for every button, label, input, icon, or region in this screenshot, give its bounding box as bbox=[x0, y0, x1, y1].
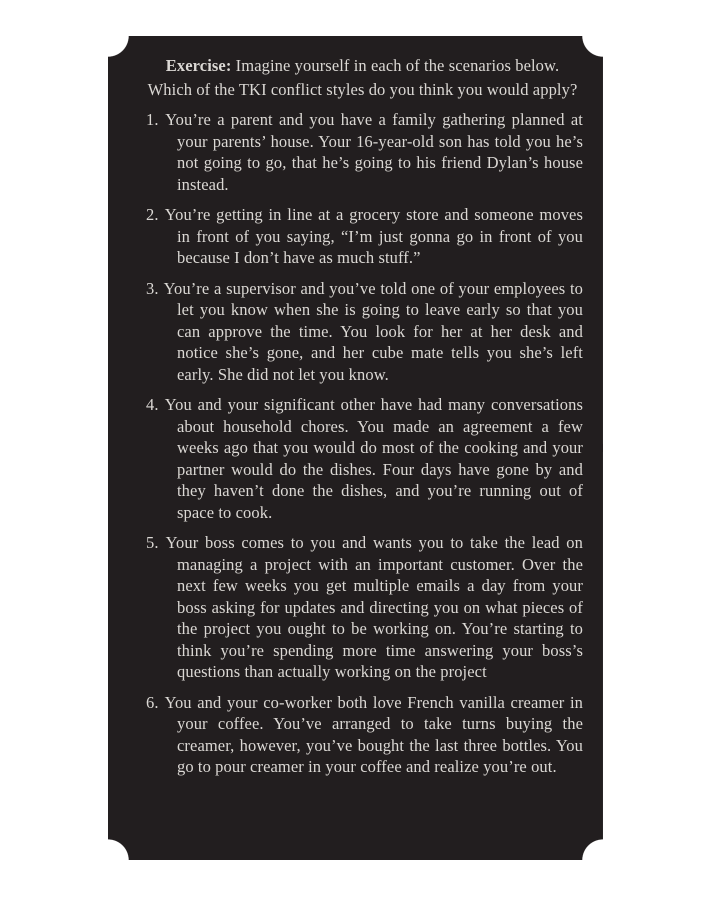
item-text: You and your co-worker both love French vanilla creamer in your coffee. You’ve arranged to take turns buying the creamer, however, you’ve bought the last three bottles. You go to pour creamer in your coffee and realize you’re out. bbox=[164, 692, 583, 776]
item-text: You and your significant other have had many conversations about household chores. You made an agreement a few weeks ago that you would do most of the cooking and your partner would do the dishes. Four days have gone by and they haven’t done the dishes, and you’re running out of space to cook. bbox=[164, 395, 583, 522]
item-text: You’re a supervisor and you’ve told one of your employees to let you know when she is going to leave early so that you can approve the time. You look for her at her desk and notice she’s gone, and her cube mate tells you she’s left early. She did not let you know. bbox=[163, 278, 583, 384]
item-number: 1. bbox=[146, 110, 159, 129]
item-number: 3. bbox=[146, 278, 159, 298]
heading-bold-label: Exercise: bbox=[165, 56, 232, 75]
list-item-4 bbox=[146, 394, 583, 523]
list-item-1 bbox=[146, 109, 583, 195]
exercise-heading bbox=[120, 54, 603, 102]
item-number: 2. bbox=[146, 205, 159, 224]
item-text: You’re a parent and you have a family gathering planned at your parents’ house. Your 16-year-old son has told you he’s not going to go, that he’s going to his friend Dylan’s house instead. bbox=[165, 110, 583, 194]
exercise-card bbox=[108, 36, 603, 860]
list-item-5 bbox=[146, 532, 583, 683]
item-number: 5. bbox=[146, 533, 159, 552]
item-text: You’re getting in line at a grocery store and someone moves in front of you saying, “I’m just gonna go in front of you because I don’t have as much stuff.” bbox=[164, 205, 583, 267]
list-item-2 bbox=[146, 204, 583, 269]
heading-line-1 bbox=[120, 54, 603, 78]
list-item-3 bbox=[146, 278, 583, 386]
list-item-6 bbox=[146, 692, 583, 778]
item-text: Your boss comes to you and wants you to take the lead on managing a project with an important customer. Over the next few weeks you get multiple emails a day from your boss asking for updates and directing you on what pieces of the project you ought to be working on. You’re starting to think you’re spending more time answering your boss’s questions than actually working on the project bbox=[165, 533, 583, 681]
heading-line-2: Which of the TKI conflict styles do you think you would apply? bbox=[147, 80, 578, 99]
item-number: 6. bbox=[146, 692, 159, 712]
heading-line-1-text: Imagine yourself in each of the scenarios below. bbox=[235, 56, 560, 75]
item-number: 4. bbox=[146, 395, 159, 414]
